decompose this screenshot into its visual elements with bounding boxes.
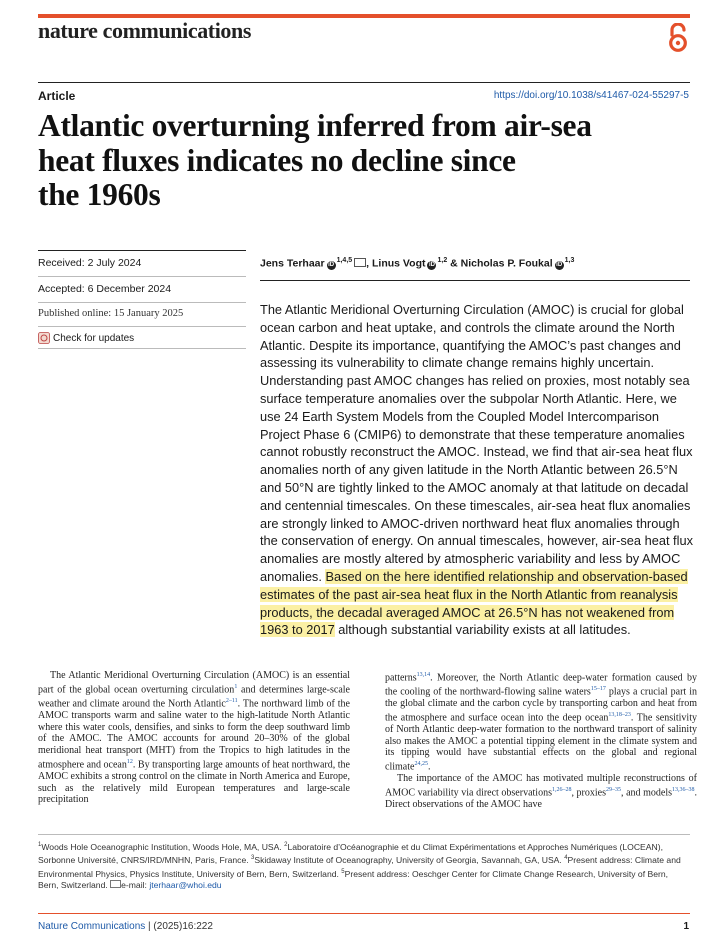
- doi-link[interactable]: https://doi.org/10.1038/s41467-024-55297-5: [493, 90, 689, 101]
- article-title: [38, 109, 698, 213]
- orcid-icon[interactable]: iD: [328, 261, 335, 268]
- author-name[interactable]: Nicholas P. Foukal: [460, 257, 553, 270]
- citation[interactable]: 1: [234, 683, 238, 690]
- body-paragraph: [38, 670, 350, 806]
- body-text: . By transporting large amounts of heat northward, the AMOC exhibits a strong control on the climate in North America and Europe, such as the relatively mild European temperatures and large-scale precipitation: [38, 759, 350, 806]
- abstract-text: The Atlantic Meridional Overturning Circulation (AMOC) is crucial for global ocean carbon and heat uptake, and controls the climate around the North Atlantic. Despite its importance, quantifying the AMOC’s past changes and assessing its vulnerability to climate change remains highly uncertain. Understanding past AMOC changes has relied on proxies, most notably sea surface temperature anomalies over the subpolar North Atlantic. Here, we use 24 Earth System Models from the Coupled Model Intercomparison Project Phase 6 (CMIP6) to demonstrate that these temperature anomalies cannot robustly reconstruct the AMOC. Instead, we find that air-sea heat flux anomalies north of any given latitude in the North Atlantic between 26.5°N and 50°N are tightly linked to the AMOC anomaly at that latitude on decadal and centennial timescales. On these timescales, air-sea heat flux anomalies are strongly linked to AMOC-driven northward heat flux anomalies through the conservation of energy. On annual timescales, however, air-sea heat flux anomalies are mostly altered by atmospheric variability and less by AMOC anomalies.: [260, 302, 693, 584]
- abstract: [260, 301, 698, 639]
- body-text: , and models: [621, 787, 672, 799]
- published-date: Published online: 15 January 2025: [38, 308, 184, 319]
- affiliation: Laboratoire d’Océanographie et du Climat Expérimentations et Approches Numériques (LOCEAN), Sorbonne Université, CNRS/IRD/MNHN, Paris, France.: [38, 841, 663, 866]
- footer-volume: (2025)16:222: [153, 921, 213, 932]
- check-updates-icon: [38, 332, 50, 344]
- citation[interactable]: 24,25: [414, 761, 428, 768]
- title-line: the 1960s: [38, 177, 161, 212]
- footer-rule: [38, 913, 690, 914]
- abstract-highlight: Based on the here identified relationship and observation-based estimates of the past air-sea heat flux in the North Atlantic from reanalysis products, the decadal averaged AMOC at 26.5°N has not weakened from 1963 to 2017: [260, 568, 688, 638]
- citation[interactable]: 13,36–38: [672, 787, 695, 794]
- body-paragraph: [385, 773, 697, 811]
- body-paragraph: [385, 670, 697, 773]
- body-text: The importance of the AMOC has motivated multiple reconstructions of AMOC variability via direct observations: [385, 773, 697, 799]
- footnote-marker: 5: [341, 868, 345, 875]
- affiliation: Woods Hole Oceanographic Institution, Woods Hole, MA, USA.: [41, 841, 285, 852]
- citation[interactable]: 29–35: [606, 787, 621, 794]
- author-separator: ,: [366, 257, 370, 270]
- citation[interactable]: 13,14: [416, 672, 431, 678]
- email-icon[interactable]: [354, 258, 366, 267]
- author-affiliation: 1,2: [437, 257, 448, 264]
- body-text: and determines large-scale weather and climate around the North Atlantic: [38, 684, 350, 710]
- meta-top-rule: [38, 250, 246, 251]
- body-text: . Direct observations of the AMOC have: [385, 787, 697, 811]
- citation[interactable]: 1,26–28: [551, 787, 572, 794]
- check-for-updates-button[interactable]: [38, 332, 134, 344]
- article-type: Article: [38, 89, 76, 103]
- check-updates-label: Check for updates: [53, 332, 135, 344]
- affiliation: Present address: Climate and Environmental Physics, Physics Institute, University of Bern, Bern, Switzerland.: [38, 855, 681, 879]
- author-affiliation: 1,4,5: [336, 257, 353, 264]
- footer-citation: [38, 921, 213, 932]
- body-text: The Atlantic Meridional Overturning Circulation (AMOC) is an essential part of the global ocean overturning circulation: [38, 670, 350, 696]
- body-column-left: [38, 670, 350, 806]
- body-text: . The sensitivity of North Atlantic deep-water formation to the northward transport of salinity also makes the AMOC a potential tipping element in the climate system and its tipping would have substantial effects on the global and regional climate: [385, 712, 697, 773]
- footnote-marker: 2: [284, 842, 288, 848]
- accepted-date: Accepted: 6 December 2024: [38, 283, 172, 295]
- affiliations-footnote: [38, 840, 690, 892]
- email-link[interactable]: jterhaar@whoi.edu: [149, 880, 222, 891]
- title-line: Atlantic overturning inferred from air-sea: [38, 108, 592, 143]
- citation[interactable]: 2–11: [225, 697, 238, 704]
- body-text: , proxies: [571, 787, 606, 799]
- body-column-right: [385, 670, 697, 811]
- author-name[interactable]: Linus Vogt: [372, 257, 426, 270]
- footnote-marker: 3: [251, 855, 255, 862]
- header-rule: [38, 82, 690, 83]
- abstract-rule: [260, 280, 690, 281]
- body-text: patterns: [385, 672, 417, 684]
- body-text: . Moreover, the North Atlantic deep-water formation caused by the cooling of the northward-flowing saline waters: [385, 672, 697, 698]
- author-name[interactable]: Jens Terhaar: [260, 257, 325, 270]
- body-text: . The northward limb of the AMOC transports warm and saline water to the high-latitude North Atlantic where this water cools, densifies, and sinks to form the deep southward limb of the AMOC. The AMOC accounts for around 20–30% of the global meridional heat transport (MHT) from the Tropics to high latitudes in the atmosphere and ocean: [38, 698, 350, 771]
- author-separator: &: [447, 257, 461, 270]
- footer-separator: |: [145, 921, 154, 932]
- page-number: 1: [683, 921, 689, 932]
- footnote-rule: [38, 834, 690, 835]
- orcid-icon[interactable]: iD: [428, 261, 435, 268]
- footer-journal[interactable]: Nature Communications: [38, 921, 146, 932]
- envelope-icon: [110, 880, 121, 888]
- citation[interactable]: 15–17: [590, 686, 606, 693]
- meta-divider: [38, 326, 246, 327]
- orcid-icon[interactable]: iD: [556, 261, 563, 268]
- journal-name: nature communications: [38, 18, 252, 43]
- title-line: heat fluxes indicates no decline since: [38, 142, 516, 178]
- body-text: .: [427, 761, 431, 773]
- email-label: e-mail:: [121, 880, 150, 891]
- meta-divider: [38, 302, 246, 303]
- affiliation: Present address: Oeschger Center for Climate Change Research, University of Bern, Bern, Switzerland.: [38, 868, 669, 891]
- affiliation: Skidaway Institute of Oceanography, University of Georgia, Savannah, GA, USA.: [254, 855, 565, 866]
- body-text: plays a crucial part in the global climate and the carbon cycle by transporting carbon and heat from the atmosphere and surface ocean into the deep ocean: [385, 686, 697, 724]
- author-affiliation: 1,3: [564, 257, 575, 264]
- meta-divider: [38, 276, 246, 277]
- citation[interactable]: 12: [126, 758, 133, 765]
- author-list: [260, 257, 574, 270]
- open-access-icon: [667, 23, 689, 54]
- abstract-text-tail: although substantial variability exists at all latitudes.: [334, 622, 631, 638]
- footnote-marker: 1: [38, 842, 42, 848]
- received-date: Received: 2 July 2024: [38, 257, 142, 269]
- footnote-marker: 4: [564, 855, 568, 862]
- meta-divider: [38, 348, 246, 349]
- citation[interactable]: 13,18–23: [608, 711, 631, 718]
